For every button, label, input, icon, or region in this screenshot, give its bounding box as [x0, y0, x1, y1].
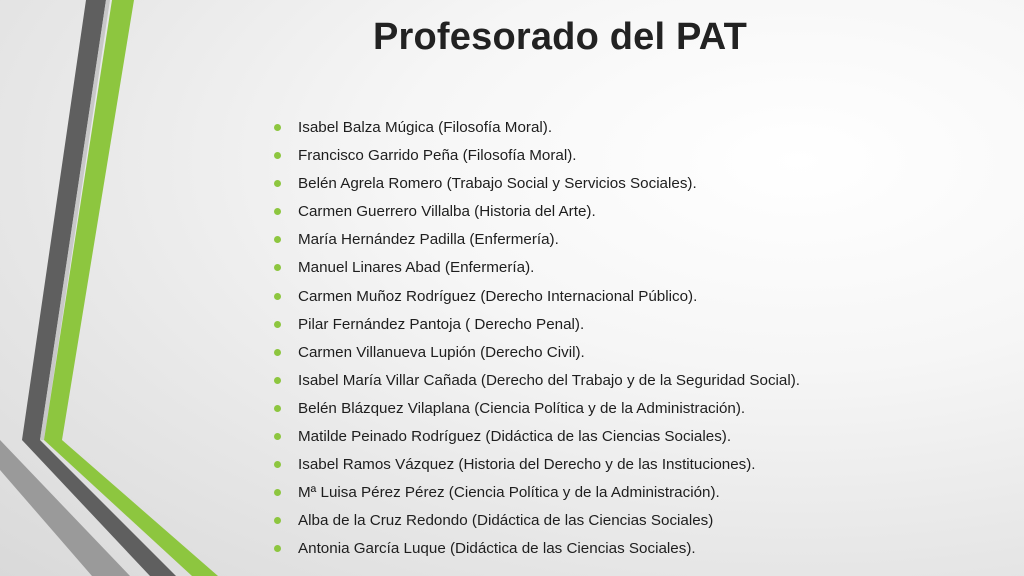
bullet-icon: [274, 349, 281, 356]
bullet-icon: [274, 377, 281, 384]
list-item-text: Belén Blázquez Vilaplana (Ciencia Política y de la Administración).: [298, 399, 746, 417]
bullet-icon: [274, 321, 281, 328]
list-item: [272, 507, 800, 535]
list-item-text: Alba de la Cruz Redondo (Didáctica de las Ciencias Sociales): [298, 512, 714, 530]
list-item-text: María Hernández Padilla (Enfermería).: [298, 231, 559, 249]
list-item: [272, 311, 800, 339]
list-item-text: Isabel María Villar Cañada (Derecho del Trabajo y de la Seguridad Social).: [298, 371, 801, 389]
list-item-text: Carmen Guerrero Villalba (Historia del Arte).: [298, 203, 596, 221]
bullet-icon: [274, 517, 281, 524]
bullet-icon: [274, 124, 281, 131]
bullet-icon: [274, 489, 281, 496]
bullet-icon: [274, 180, 281, 187]
light-gray-sliver: [40, 0, 110, 440]
bullet-icon: [274, 293, 281, 300]
list-item-text: Belén Agrela Romero (Trabajo Social y Servicios Sociales).: [298, 175, 697, 193]
list-item: [272, 395, 800, 423]
list-item-text: Manuel Linares Abad (Enfermería).: [298, 259, 535, 277]
list-item-text: Matilde Peinado Rodríguez (Didáctica de las Ciencias Sociales).: [298, 428, 732, 446]
list-item: [272, 283, 800, 311]
list-item: [272, 451, 800, 479]
bullet-icon: [274, 461, 281, 468]
list-item-text: Isabel Balza Múgica (Filosofía Moral).: [298, 119, 553, 136]
list-item: [272, 226, 800, 254]
professor-list: [272, 114, 800, 564]
bullet-icon: [274, 208, 281, 215]
list-item-text: Mª Luisa Pérez Pérez (Ciencia Política y de la Administración).: [298, 484, 720, 502]
list-item: [272, 423, 800, 451]
list-item: [272, 254, 800, 282]
list-item: [272, 198, 800, 226]
bullet-icon: [274, 545, 281, 552]
list-item: [272, 170, 800, 198]
list-item-text: Isabel Ramos Vázquez (Historia del Derecho y de las Instituciones).: [298, 456, 756, 474]
slide-title: Profesorado del PAT: [372, 16, 747, 58]
list-item: [272, 367, 800, 395]
list-item-text: Carmen Villanueva Lupión (Derecho Civil).: [298, 343, 585, 361]
list-item: [272, 142, 800, 170]
list-item-text: Carmen Muñoz Rodríguez (Derecho Internacional Público).: [298, 287, 698, 305]
list-item: [272, 339, 800, 367]
list-item: [272, 535, 800, 563]
list-item: [272, 479, 800, 507]
lower-gray-stripe: [0, 440, 130, 576]
list-item-text: Francisco Garrido Peña (Filosofía Moral).: [298, 147, 577, 165]
bullet-icon: [274, 236, 281, 243]
bullet-icon: [274, 405, 281, 412]
bullet-icon: [274, 433, 281, 440]
list-item: [272, 114, 800, 142]
list-item-text: Antonia García Luque (Didáctica de las Ciencias Sociales).: [298, 540, 696, 558]
bullet-icon: [274, 264, 281, 271]
bullet-icon: [274, 152, 281, 159]
list-item-text: Pilar Fernández Pantoja ( Derecho Penal).: [298, 315, 585, 333]
